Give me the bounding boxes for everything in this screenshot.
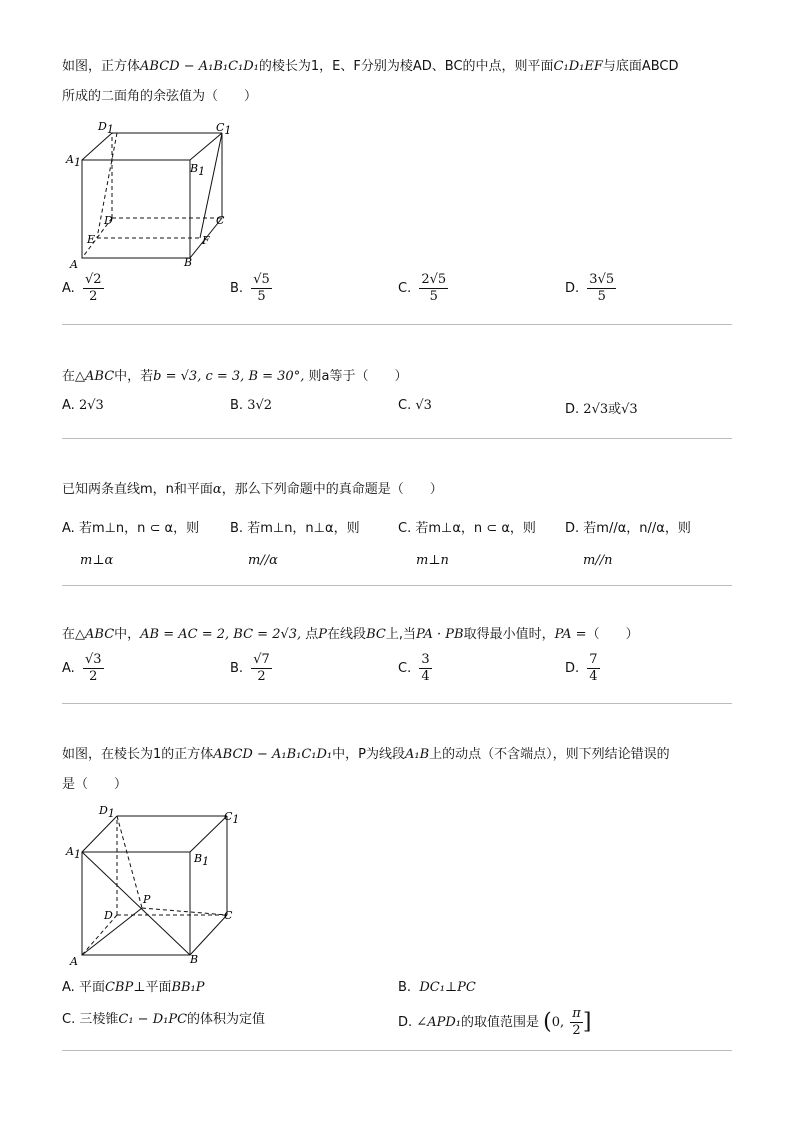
label-B1: B1 xyxy=(190,162,206,178)
q5-option-a[interactable]: A. 平面CBP⊥平面BB₁P xyxy=(62,980,205,995)
label-C1: C1 xyxy=(224,810,240,826)
label-C1: C1 xyxy=(216,121,232,137)
label-D1: D1 xyxy=(98,120,114,136)
q1-option-a[interactable]: A. $\frac{√2}{2}$ xyxy=(62,272,102,304)
q3-option-a[interactable]: A. 若m⊥n，n ⊂ α，则 m⊥α xyxy=(62,521,200,568)
edge-D1P xyxy=(117,816,142,908)
label-A1: A1 xyxy=(66,845,81,861)
q4-stem: 在△ABC中，AB = AC = 2, BC = 2√3, 点P在线段BC上,当PA · PB取得最小值时，PA =（ ） xyxy=(62,627,639,642)
edge-PC xyxy=(142,908,227,915)
label-B1: B1 xyxy=(194,852,210,868)
divider xyxy=(62,585,732,586)
label-A: A xyxy=(70,955,78,968)
q5-cube-figure xyxy=(62,800,252,970)
front-face xyxy=(82,160,190,258)
q3-options xyxy=(62,513,732,569)
question-3 xyxy=(62,475,732,505)
question-1 xyxy=(62,52,732,112)
label-D: D xyxy=(104,214,113,227)
q2-stem: 在△ABC中，若b = √3, c = 3, B = 30°, 则a等于（ ） xyxy=(62,369,408,384)
q4-option-b[interactable]: B. $\frac{√7}{2}$ xyxy=(230,652,270,684)
edge-A1D1 xyxy=(82,133,112,160)
edge-A1B xyxy=(82,852,190,955)
q2-option-c[interactable]: C. √3 xyxy=(398,398,432,413)
q2-option-a[interactable]: A. 2√3 xyxy=(62,398,104,413)
divider xyxy=(62,1050,732,1051)
divider xyxy=(62,703,732,704)
edge-B1C1 xyxy=(190,816,227,852)
edge-A1D1 xyxy=(82,816,117,852)
q4-option-d[interactable]: D. $\frac{7}{4}$ xyxy=(565,652,598,684)
label-C: C xyxy=(224,909,233,922)
question-5 xyxy=(62,740,732,800)
q1-option-c[interactable]: C. $\frac{2√5}{5}$ xyxy=(398,272,447,304)
question-4 xyxy=(62,620,732,650)
q5-option-b[interactable]: B. DC₁⊥PC xyxy=(398,980,476,995)
q3-option-b[interactable]: B. 若m⊥n，n⊥α，则 m//α xyxy=(230,521,360,568)
q3-option-d[interactable]: D. 若m//α，n//α，则 m//n xyxy=(565,521,691,568)
q4-option-a[interactable]: A. $\frac{√3}{2}$ xyxy=(62,652,102,684)
label-D: D xyxy=(104,909,113,922)
label-A: A xyxy=(70,258,78,270)
question-2 xyxy=(62,362,732,392)
edge-BC xyxy=(190,915,227,955)
label-D1: D1 xyxy=(99,804,115,820)
q5-stem: 如图，在棱长为1的正方体ABCD − A₁B₁C₁D₁中，P为线段A₁B上的动点（不含端点），则下列结论错误的 是（ ） xyxy=(62,747,670,792)
q2-options xyxy=(62,398,732,418)
q1-cube-figure xyxy=(62,118,242,270)
q3-option-c[interactable]: C. 若m⊥α，n ⊂ α，则 m⊥n xyxy=(398,521,536,568)
q1-stem: 如图，正方体ABCD − A₁B₁C₁D₁的棱长为1，E、F分别为棱AD、BC的中点，则平面C₁D₁EF与底面ABCD 所成的二面角的余弦值为（ ） xyxy=(62,59,679,104)
q1-options xyxy=(62,272,732,312)
q3-stem: 已知两条直线m，n和平面α，那么下列命题中的真命题是（ ） xyxy=(62,482,443,497)
q5-option-d[interactable]: D. ∠APD₁的取值范围是 (0, $\frac{\pi}{2}$ ] xyxy=(398,1006,592,1038)
q5-options xyxy=(62,978,732,1038)
q2-option-d[interactable]: D. 2√3或√3 xyxy=(565,402,638,417)
q2-option-b[interactable]: B. 3√2 xyxy=(230,398,273,413)
label-A1: A1 xyxy=(66,153,81,169)
label-E: E xyxy=(87,233,96,246)
divider xyxy=(62,438,732,439)
divider xyxy=(62,324,732,325)
label-C: C xyxy=(216,214,225,227)
label-B: B xyxy=(190,953,199,966)
q5-option-c[interactable]: C. 三棱锥C₁ − D₁PC的体积为定值 xyxy=(62,1012,266,1027)
label-F: F xyxy=(202,234,210,247)
q4-option-c[interactable]: C. $\frac{3}{4}$ xyxy=(398,652,430,684)
label-B: B xyxy=(184,256,193,269)
q4-options xyxy=(62,652,732,692)
q1-option-d[interactable]: D. $\frac{3√5}{5}$ xyxy=(565,272,615,304)
q1-option-b[interactable]: B. $\frac{√5}{5}$ xyxy=(230,272,270,304)
label-P: P xyxy=(143,893,151,906)
